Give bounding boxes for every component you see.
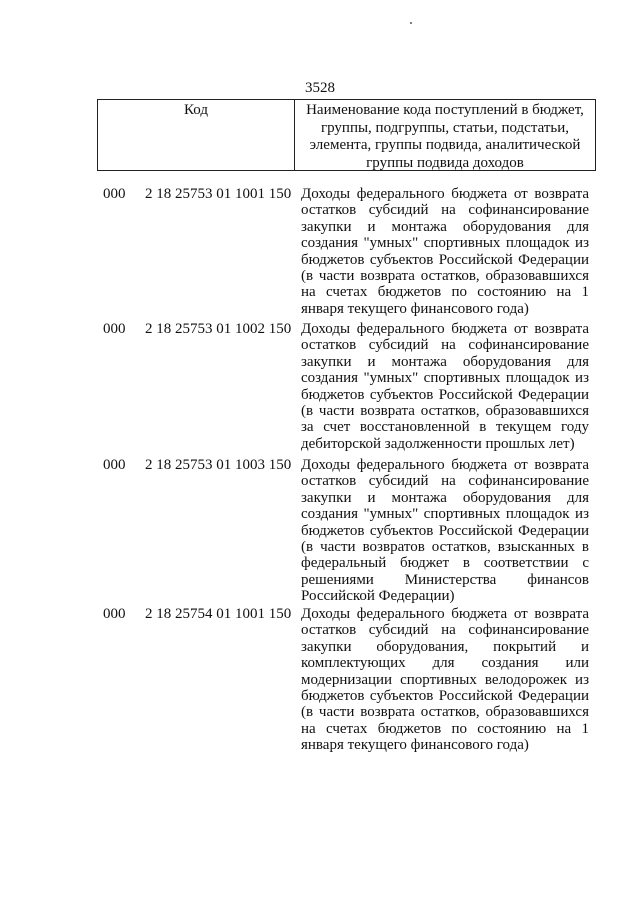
table-header <box>97 99 596 171</box>
revenue-code: 2 18 25753 01 1003 150 <box>145 457 292 473</box>
admin-code: 000 <box>103 457 126 473</box>
scan-speck <box>410 22 412 24</box>
page-number: 3528 <box>305 80 335 96</box>
revenue-code: 2 18 25754 01 1001 150 <box>145 606 292 622</box>
admin-code: 000 <box>103 186 126 202</box>
table-row <box>0 186 640 321</box>
table-row <box>0 457 640 606</box>
revenue-code-list <box>0 186 640 771</box>
column-header-name: Наименование кода поступлений в бюджет, группы, подгруппы, статьи, подстатьи, элемента, группы подвида, аналитической группы подвида доходов <box>306 102 584 171</box>
revenue-code: 2 18 25753 01 1002 150 <box>145 321 292 337</box>
revenue-code: 2 18 25753 01 1001 150 <box>145 186 292 202</box>
revenue-description: Доходы федерального бюджета от возврата остатков субсидий на софинансирование закупки и монтажа оборудования для создания "умных" спортивных площадок из бюджетов субъектов Российской Федерации (в части возврата остатков, образовавшихся на счетах бюджетов по состоянию на 1 января текущего финансового года) <box>301 186 589 317</box>
revenue-description: Доходы федерального бюджета от возврата остатков субсидий на софинансирование закупки и монтажа оборудования для создания "умных" спортивных площадок из бюджетов субъектов Российской Федерации (в части возвратов остатков, взысканных в федеральный бюджет в соответствии с решениями Министерства финансов Российской Федерации) <box>301 457 589 605</box>
column-header-code: Код <box>98 100 295 170</box>
admin-code: 000 <box>103 321 126 337</box>
admin-code: 000 <box>103 606 126 622</box>
table-row <box>0 321 640 457</box>
table-row <box>0 606 640 771</box>
revenue-description: Доходы федерального бюджета от возврата остатков субсидий на софинансирование закупки оборудования, покрытий и комплектующих для создания или модернизации спортивных велодорожек из бюджетов субъектов Российской Федерации (в части возврата остатков, образовавшихся на счетах бюджетов по состоянию на 1 января текущего финансового года) <box>301 606 589 754</box>
revenue-description: Доходы федерального бюджета от возврата остатков субсидий на софинансирование закупки и монтажа оборудования для создания "умных" спортивных площадок из бюджетов субъектов Российской Федерации (в части возврата остатков, образовавшихся за счет восстановленной в текущем году дебиторской задолженности прошлых лет) <box>301 321 589 452</box>
